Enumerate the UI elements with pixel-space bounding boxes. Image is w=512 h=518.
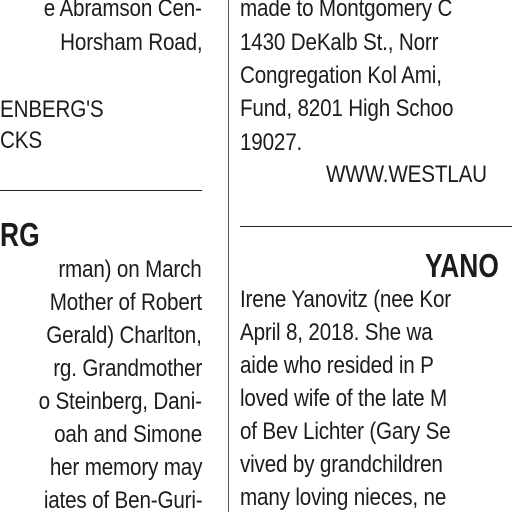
obit-body-line-6: oah and Simone (54, 421, 202, 448)
obit-body-line-5: o Steinberg, Dani- (38, 388, 202, 415)
left-top-line-2: Horsham Road, (59, 29, 202, 56)
obit-body-line-8: iates of Ben-Guri- (43, 487, 202, 514)
obituary-heading-left: RG (0, 216, 40, 253)
obit-body-line-4: rg. Grandmother (53, 355, 202, 382)
right-top-line-3: Congregation Kol Ami, (240, 62, 442, 89)
section-divider-left (0, 190, 202, 191)
right-top-line-2: 1430 DeKalb St., Norr (240, 29, 439, 56)
yanovitz-body-line-3: aide who resided in P (240, 352, 434, 379)
obituary-heading-right: YANO (425, 247, 499, 284)
right-top-line-1: made to Montgomery C (240, 0, 453, 22)
obit-body-line-3: Gerald) Charlton, (46, 322, 202, 349)
memorial-notice-line-1: ENBERG'S (0, 96, 104, 123)
yanovitz-body-line-4: loved wife of the late M (240, 385, 447, 412)
right-top-line-4: Fund, 8201 High Schoo (240, 95, 454, 122)
column-divider (228, 0, 229, 512)
yanovitz-body-line-6: vived by grandchildren (240, 451, 443, 478)
yanovitz-body-line-1: Irene Yanovitz (nee Kor (240, 286, 451, 313)
yanovitz-body-line-5: of Bev Lichter (Gary Se (240, 418, 451, 445)
right-top-line-5: 19027. (240, 129, 303, 156)
yanovitz-body-line-2: April 8, 2018. She wa (240, 319, 433, 346)
memorial-notice-line-2: CKS (0, 127, 42, 154)
obit-body-line-7: her memory may (49, 454, 202, 481)
obit-body-line-1: rman) on March (58, 256, 202, 283)
obit-body-line-2: Mother of Robert (49, 289, 202, 316)
funeral-home-website: WWW.WESTLAU (326, 161, 487, 188)
yanovitz-body-line-7: many loving nieces, ne (240, 484, 447, 511)
section-divider-right (240, 226, 512, 227)
left-top-line-1: e Abramson Cen- (43, 0, 202, 22)
